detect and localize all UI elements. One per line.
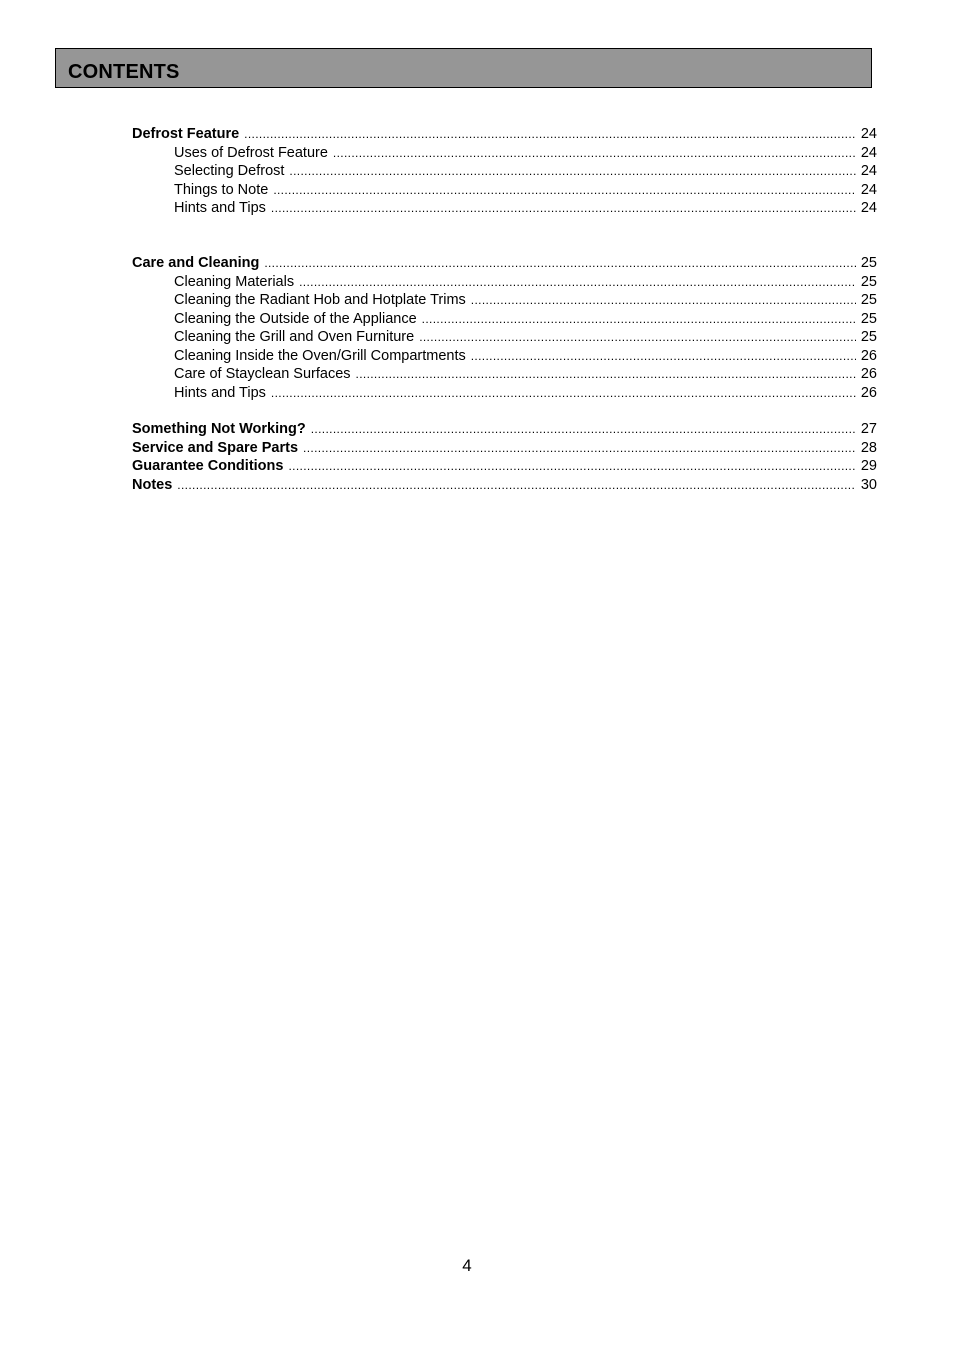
- toc-entry[interactable]: [132, 476, 877, 495]
- toc-entry-label: Cleaning Materials: [174, 273, 295, 290]
- dot-leader: [271, 384, 856, 403]
- dot-leader: [271, 199, 856, 218]
- toc-entry-page: 26: [860, 384, 877, 401]
- dot-leader: [244, 125, 856, 144]
- dot-leader: [264, 254, 856, 273]
- toc-entry[interactable]: [132, 420, 877, 439]
- toc-subentry[interactable]: [132, 273, 877, 292]
- toc-entry-label: Care and Cleaning: [132, 255, 260, 271]
- toc-entry-page: 24: [860, 200, 877, 216]
- dot-leader: [273, 181, 856, 200]
- toc-entry-label: Guarantee Conditions: [132, 458, 284, 474]
- toc-subentry[interactable]: [132, 384, 877, 403]
- page-number: 4: [462, 1256, 472, 1275]
- dot-leader: [303, 439, 856, 458]
- dot-leader: [288, 457, 855, 476]
- toc-entry-page: 27: [860, 421, 877, 437]
- toc-entry-page: 29: [860, 458, 877, 474]
- toc-entry-page: 24: [860, 163, 877, 179]
- page-title: CONTENTS: [68, 61, 180, 83]
- dot-leader: [333, 144, 856, 163]
- toc-subentry[interactable]: [132, 199, 877, 218]
- toc-entry-label: Cleaning the Outside of the Appliance: [174, 310, 417, 327]
- toc-entry-page: 25: [860, 255, 877, 271]
- toc-entry-page: 30: [860, 476, 877, 493]
- toc-section-care-cleaning: [132, 254, 877, 402]
- toc-subentry[interactable]: [132, 181, 877, 200]
- dot-leader: [299, 273, 856, 292]
- toc-entry-label: Cleaning Inside the Oven/Grill Compartments: [174, 347, 466, 364]
- toc-subentry[interactable]: [132, 144, 877, 163]
- dot-leader: [471, 291, 856, 310]
- toc-entry-label: Uses of Defrost Feature: [174, 144, 328, 161]
- toc-entry-page: 28: [860, 439, 877, 456]
- toc-subentry[interactable]: [132, 162, 877, 181]
- toc-subentry[interactable]: [132, 347, 877, 366]
- toc-entry-label: Something Not Working?: [132, 421, 306, 437]
- toc-entry-label: Hints and Tips: [174, 200, 266, 216]
- toc-entry-page: 25: [860, 292, 877, 308]
- toc-entry[interactable]: [132, 254, 877, 273]
- toc-entry-label: Cleaning the Grill and Oven Furniture: [174, 329, 415, 345]
- toc-entry-page: 26: [860, 366, 877, 382]
- dot-leader: [289, 162, 855, 181]
- toc-entry-label: Cleaning the Radiant Hob and Hotplate Trims: [174, 292, 466, 308]
- toc-entry-page: 24: [860, 144, 877, 161]
- toc-subentry[interactable]: [132, 328, 877, 347]
- dot-leader: [471, 347, 856, 366]
- dot-leader: [422, 310, 856, 329]
- toc-entry[interactable]: [132, 457, 877, 476]
- toc-entry-page: 24: [860, 181, 877, 198]
- toc-entry[interactable]: [132, 125, 877, 144]
- toc-entry-page: 25: [860, 310, 877, 327]
- toc-entry-page: 26: [860, 347, 877, 364]
- toc-subentry[interactable]: [132, 365, 877, 384]
- toc-entry-label: Hints and Tips: [174, 384, 266, 401]
- toc-entry-label: Defrost Feature: [132, 126, 240, 142]
- toc-entry[interactable]: [132, 439, 877, 458]
- toc-section-defrost: [132, 125, 877, 218]
- dot-leader: [177, 476, 856, 495]
- contents-header-bar: [55, 48, 872, 88]
- dot-leader: [311, 420, 856, 439]
- toc-entry-label: Notes: [132, 476, 173, 493]
- toc-entry-label: Service and Spare Parts: [132, 439, 299, 456]
- toc-entry-label: Selecting Defrost: [174, 163, 285, 179]
- toc-entry-page: 24: [860, 126, 877, 142]
- toc-entry-page: 25: [860, 273, 877, 290]
- toc-subentry[interactable]: [132, 291, 877, 310]
- toc-section-misc: [132, 420, 877, 494]
- toc-entry-page: 25: [860, 329, 877, 345]
- toc-entry-label: Things to Note: [174, 181, 269, 198]
- toc-subentry[interactable]: [132, 310, 877, 329]
- dot-leader: [419, 328, 856, 347]
- dot-leader: [356, 365, 856, 384]
- toc-entry-label: Care of Stayclean Surfaces: [174, 366, 351, 382]
